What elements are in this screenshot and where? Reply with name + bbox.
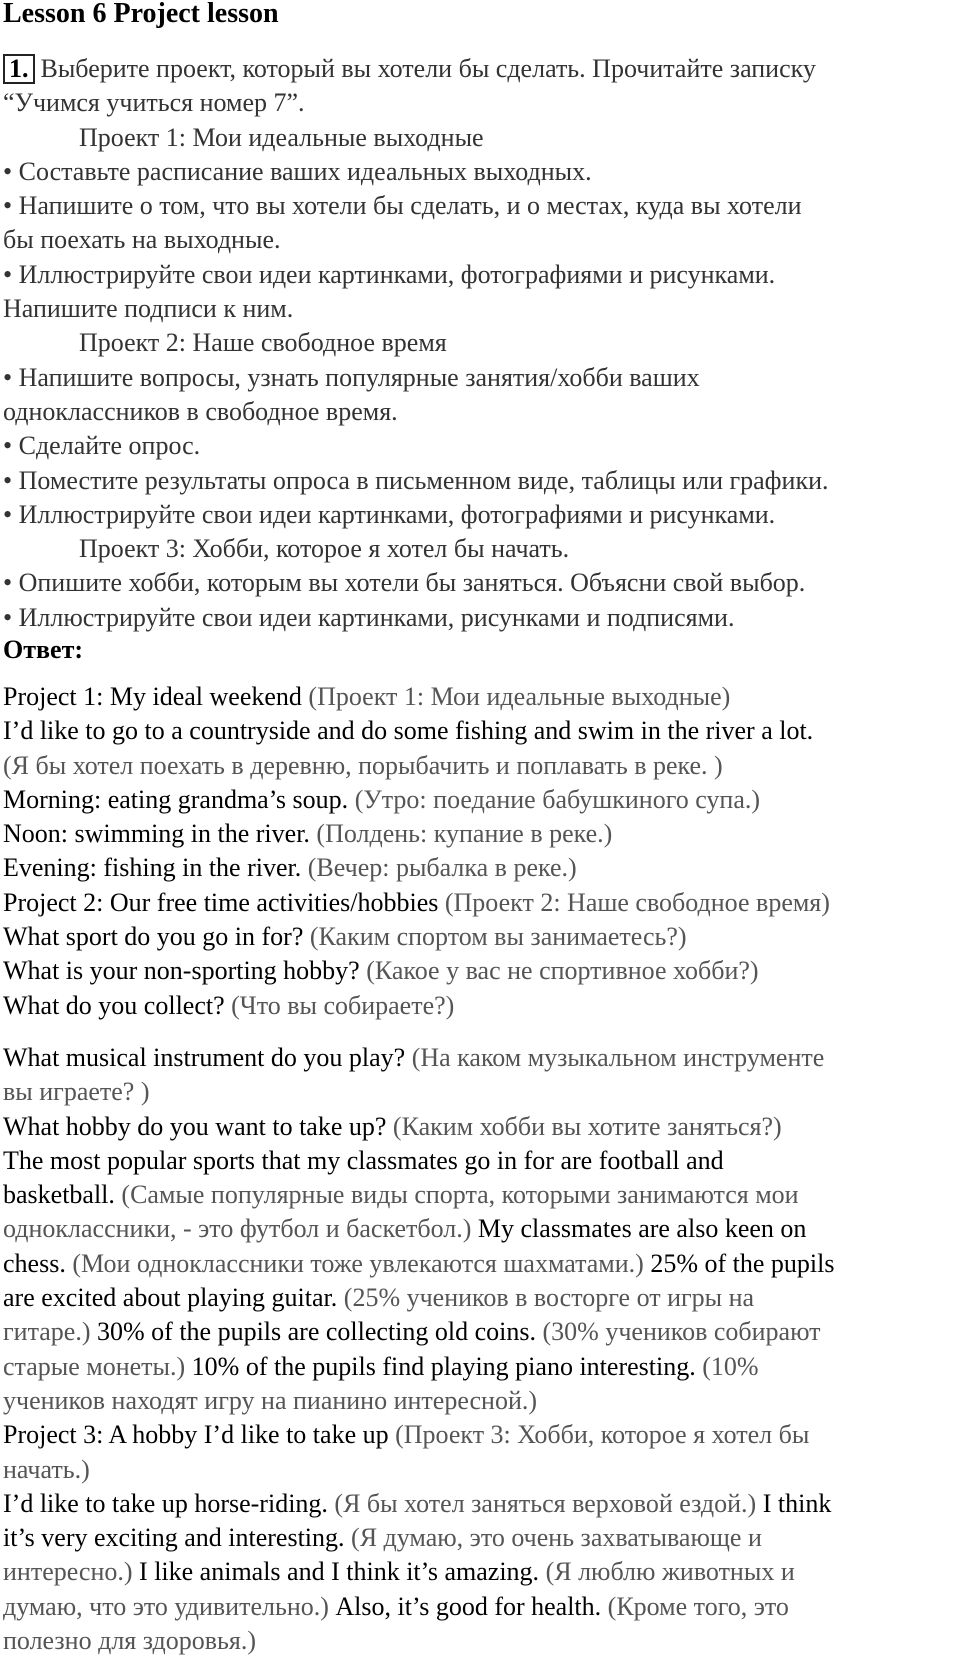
answer-en: My classmates are also keen on	[477, 1214, 807, 1244]
answer-line: (Я бы хотел поехать в деревню, порыбачить и поплавать в реке. )	[3, 750, 723, 780]
task-line: одноклассников в свободное время.	[3, 396, 398, 426]
answer-ru: (Проект 3: Хобби, которое я хотел бы	[395, 1420, 810, 1450]
task-line: бы поехать на выходные.	[3, 225, 281, 255]
answer-ru: (Я бы хотел заняться верховой ездой.)	[334, 1488, 757, 1518]
answer-line: полезно для здоровья.)	[3, 1626, 257, 1656]
answer-line	[3, 920, 923, 954]
answer-en: Evening: fishing in the river.	[3, 853, 302, 883]
answer-ru: (Полдень: купание в реке.)	[316, 819, 613, 849]
answer-ru: гитаре.)	[3, 1317, 91, 1347]
answer-line: вы играете? )	[3, 1077, 150, 1107]
answer-line	[3, 1212, 923, 1246]
task-bullet: • Сделайте опрос.	[3, 431, 201, 461]
answer-en: Project 1: My ideal weekend	[3, 682, 302, 711]
answer-en: What sport do you go in for?	[3, 922, 304, 952]
answer-en: What do you collect?	[3, 990, 225, 1020]
answer-en: Also, it’s good for health.	[335, 1591, 602, 1621]
answer-line	[3, 1315, 923, 1349]
answer-line	[3, 851, 923, 885]
task-bullet: • Иллюстрируйте свои идеи картинками, фотографиями и рисунками.	[3, 259, 776, 289]
answer-line	[3, 817, 923, 851]
answer-ru: (30% учеников собирают	[542, 1317, 821, 1347]
project-heading: Проект 3: Хобби, которое я хотел бы начать.	[79, 534, 570, 564]
answer-line	[3, 1418, 923, 1452]
answer-ru: (Самые популярные виды спорта, которыми занимаются мои	[121, 1180, 799, 1210]
answer-line	[3, 1247, 923, 1281]
answer-ru: (Каким хобби вы хотите заняться?)	[392, 1111, 782, 1141]
answer-ru: (Мои одноклассники тоже увлекаются шахматами.)	[72, 1248, 644, 1278]
answer-line	[3, 886, 923, 920]
task-line: “Учимся учиться номер 7”.	[3, 88, 305, 118]
answer-ru: (На каком музыкальном инструменте	[411, 1042, 825, 1072]
task-text: Выберите проект, который вы хотели бы сделать. Прочитайте записку	[40, 54, 816, 83]
answer-en: What hobby do you want to take up?	[3, 1111, 387, 1141]
answer-ru: (Каким спортом вы занимаетесь?)	[309, 922, 687, 952]
answer-line	[3, 1487, 923, 1521]
answer-ru: (Что вы собираете?)	[231, 990, 455, 1020]
answer-line	[3, 1281, 923, 1315]
answer-line	[3, 1110, 923, 1144]
answer-ru: (10%	[702, 1351, 759, 1381]
answer-en: Morning: eating grandma’s soup.	[3, 784, 349, 814]
answer-en: 30% of the pupils are collecting old coins.	[97, 1317, 537, 1347]
task-bullet: • Составьте расписание ваших идеальных выходных.	[3, 156, 592, 186]
answer-line	[3, 1555, 923, 1589]
answer-en: 10% of the pupils find playing piano interesting.	[191, 1351, 696, 1381]
answer-block	[3, 680, 923, 1658]
answer-en: 25% of the pupils	[650, 1248, 835, 1278]
answer-en: are excited about playing guitar.	[3, 1283, 338, 1313]
task-bullet: • Поместите результаты опроса в письменном виде, таблицы или графики.	[3, 465, 829, 495]
answer-line: учеников находят игру на пианино интересной.)	[3, 1385, 538, 1415]
project-heading: Проект 1: Мои идеальные выходные	[79, 122, 484, 152]
answer-ru: интересно.)	[3, 1557, 133, 1587]
answer-line: The most popular sports that my classmates go in for are football and	[3, 1145, 724, 1175]
answer-line: I’d like to go to a countryside and do some fishing and swim in the river a lot.	[3, 716, 814, 746]
answer-en: What is your non-sporting hobby?	[3, 956, 360, 986]
answer-line	[3, 680, 923, 714]
task-bullet: • Иллюстрируйте свои идеи картинками, рисунками и подписями.	[3, 602, 735, 632]
answer-ru: (Вечер: рыбалка в реке.)	[307, 853, 577, 883]
answer-line	[3, 1178, 923, 1212]
answer-ru: (Кроме того, это	[607, 1591, 789, 1621]
task-bullet: • Иллюстрируйте свои идеи картинками, фотографиями и рисунками.	[3, 499, 776, 529]
paragraph-gap	[3, 1023, 923, 1041]
answer-ru: (Проект 1: Мои идеальные выходные)	[308, 682, 731, 711]
task-number: 1.	[3, 54, 35, 84]
answer-en: basketball.	[3, 1180, 115, 1210]
task-bullet: • Напишите вопросы, узнать популярные занятия/хобби ваших	[3, 362, 700, 392]
answer-line	[3, 1350, 923, 1384]
answer-en: Noon: swimming in the river.	[3, 819, 310, 849]
answer-en: What musical instrument do you play?	[3, 1042, 406, 1072]
task-bullet: • Опишите хобби, которым вы хотели бы заняться. Объясни свой выбор.	[3, 568, 806, 598]
lesson-title: Lesson 6 Project lesson	[3, 0, 279, 29]
answer-line	[3, 1590, 923, 1624]
answer-ru: думаю, что это удивительно.)	[3, 1591, 329, 1621]
answer-label: Ответ:	[3, 635, 84, 664]
answer-line	[3, 954, 923, 988]
answer-ru: (Какое у вас не спортивное хобби?)	[366, 956, 759, 986]
task-bullet: • Напишите о том, что вы хотели бы сделать, и о местах, куда вы хотели	[3, 191, 802, 221]
task-line: Напишите подписи к ним.	[3, 294, 294, 324]
answer-ru: (Проект 2: Наше свободное время)	[444, 887, 830, 917]
answer-line	[3, 783, 923, 817]
answer-ru: старые монеты.)	[3, 1351, 186, 1381]
answer-line	[3, 989, 923, 1023]
answer-en: chess.	[3, 1248, 66, 1278]
answer-ru: (Утро: поедание бабушкиного супа.)	[354, 784, 761, 814]
answer-ru: (25% учеников в восторге от игры на	[343, 1283, 755, 1313]
task-block	[3, 52, 923, 635]
task-line	[3, 52, 923, 86]
answer-line	[3, 1041, 923, 1075]
project-heading: Проект 2: Наше свободное время	[79, 328, 447, 358]
answer-ru: одноклассники, - это футбол и баскетбол.)	[3, 1214, 472, 1244]
answer-line	[3, 1521, 923, 1555]
answer-en: I’d like to take up horse-riding.	[3, 1488, 328, 1518]
answer-line: начать.)	[3, 1454, 90, 1484]
answer-en: it’s very exciting and interesting.	[3, 1523, 345, 1553]
answer-ru: (Я люблю животных и	[545, 1557, 795, 1587]
answer-en: Project 3: A hobby I’d like to take up	[3, 1420, 389, 1450]
answer-en: I like animals and I think it’s amazing.	[139, 1557, 540, 1587]
answer-en: I think	[762, 1488, 832, 1518]
answer-ru: (Я думаю, это очень захватывающе и	[351, 1523, 762, 1553]
answer-en: Project 2: Our free time activities/hobbies	[3, 887, 439, 917]
